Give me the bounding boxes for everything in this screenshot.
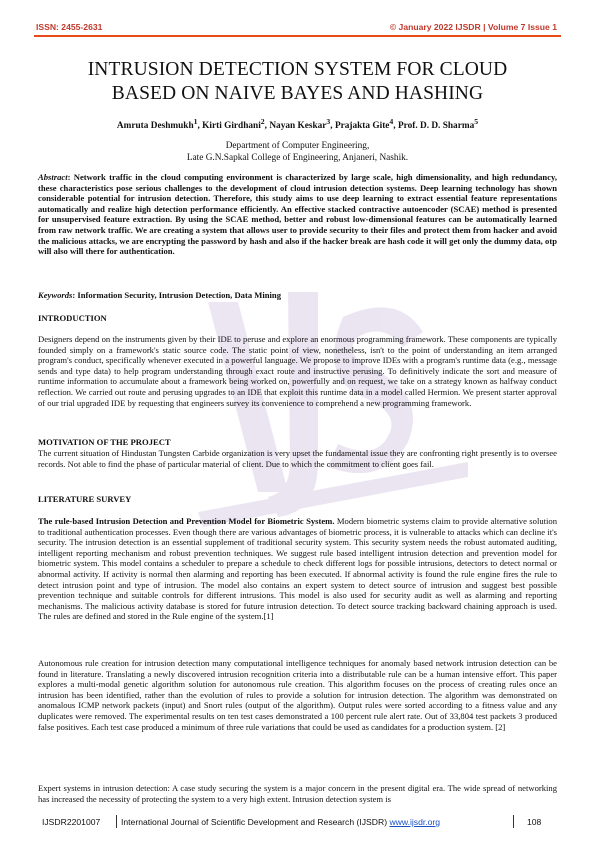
literature-paragraph-3: Expert systems in intrusion detection: A case study securing the system is a major concern in the present digital era. The wide spread of networking has increased the necessity of protecting the system to a very high extent. Intrusion detection system is — [38, 783, 557, 804]
keywords-label: Keywords — [38, 290, 73, 300]
running-footer — [36, 817, 559, 829]
literature-survey-heading: LITERATURE SURVEY — [38, 494, 132, 504]
author-4: Prajakta Gite — [334, 121, 390, 132]
literature-paragraph-1 — [38, 516, 557, 622]
literature-paragraph-2: Autonomous rule creation for intrusion detection many computational intelligence techniques for anomaly based network intrusion detection can be found in literature. Translating a newly discovered intrusion recognition criteria into a distributable rule can be a human intensive effort. This paper explores a multi-modal genetic algorithm solution for autonomous rule creation. This algorithm focuses on the process of creating rules once an intrusion has been identified, rather than the evolution of rules to provide a solution for intrusion detection. The algorithm was demonstrated on anomalous ICMP network packets (input) and Snort rules (output of the algorithm). Output rules were sorted according to a fitness value and any duplicates were removed. The experimental results on ten test cases demonstrated a 100 percent rule alert rate. Out of 33,804 test packets 3 produced false positives. Each test case produced a minimum of three rule variations that could be used as candidates for a production system. [2] — [38, 658, 557, 732]
author-1: Amruta Deshmukh — [116, 121, 194, 132]
author-4-mark: 4 — [389, 117, 394, 126]
footer-journal — [121, 817, 440, 827]
abstract — [38, 172, 557, 257]
paper-title — [40, 58, 555, 106]
introduction-paragraph: Designers depend on the instruments given by their IDE to peruse and explore an enormous programming framework. These components are typically founded simply on a framework's static source code. The static point of view, nonetheless, isn't to the point of understanding an item arranged program's conduct, specifically whenever executed in a powerful language. We propose to improve IDEs with a program's runtime data (e.g., message sends and type data) to help program understanding through exact route and instructive perusing. To definitively indicate the sort and measure of runtime information to accumulate about a framework being worked on, powerfully and on request, we take on a strategy known as halfway conduct reflection. We carried out route and perusing upgrades to an IDE that exploit this runtime data in a model called Hermion. We present starter approval of our trial upgraded IDE by requesting that engineers survey its convenience to comprehend a new programming framework. — [38, 334, 557, 408]
motivation-heading: MOTIVATION OF THE PROJECT — [38, 437, 171, 447]
author-5-mark: 5 — [474, 117, 479, 126]
footer-separator — [513, 815, 514, 828]
author-2: Kirti Girdhani — [202, 121, 261, 132]
footer-page-number: 108 — [527, 817, 542, 827]
keywords-text: : Information Security, Intrusion Detection, Data Mining — [72, 290, 282, 300]
author-3-mark: 3 — [326, 117, 331, 126]
motivation-paragraph: The current situation of Hindustan Tungsten Carbide organization is very upset the fundamental issue they are confronting right presently is to oversee records. Not able to find the phase of particular material of client. Due to which the commitment to client goes fail. — [38, 448, 557, 469]
literature-paragraph-1-text: Modern biometric systems claim to provide alternative solution to traditional authentication processes. Even though there are various advantages of biometric process, it is vulnerable to attacks which can decline it's security. The intrusion detection is an essential supplement of traditional security system. This security system needs the robust automated auditing, intelligent reporting mechanism and robust prevention techniques. We suggest rule based intelligent intrusion detection and prevention model for biometric system. This model contains a scheduler to prepare a schedule to check different logs for possible intrusions, detectors to detect normal or abnormal activity. If activity is normal then alarming and reporting has been executed. If abnormal activity is found the rule engine fires the rule to detect intrusion point and type of intrusion. The model also contains an expert system to detect source of intrusion and suggest best possible prevention technique and suitable controls for different intrusions. This model is also used for security audit as well as alarming and reporting mechanisms. The malicious activity database is stored for future intrusion detection. To detect source tracking backward chaining approach is used. The rules are defined and stored in the Rule engine of the system.[1] — [38, 516, 558, 622]
footer-journal-name: International Journal of Scientific Development and Research (IJSDR) — [121, 817, 390, 827]
title-line-1: INTRUSION DETECTION SYSTEM FOR CLOUD — [87, 59, 508, 80]
author-list: Amruta Deshmukh$^1$, Kirti Girdhani$^2$, Nayan Keskar$^3$, Prajakta Gite$^4$, Prof. D. D. Sharma$^5$ — [116, 117, 479, 132]
title-line-2: BASED ON NAIVE BAYES AND HASHING — [111, 83, 484, 104]
keywords — [38, 290, 557, 301]
footer-journal-link[interactable]: www.ijsdr.org — [389, 817, 441, 827]
author-2-mark: 2 — [260, 117, 265, 126]
author-1-mark: 1 — [193, 117, 198, 126]
header-rule — [34, 35, 561, 37]
author-5: Prof. D. D. Sharma — [397, 121, 475, 132]
footer-paper-id: IJSDR2201007 — [42, 817, 101, 827]
literature-subheading: The rule-based Intrusion Detection and Prevention Model for Biometric System. — [38, 516, 335, 526]
issue-label: © January 2022 IJSDR | Volume 7 Issue 1 — [389, 22, 557, 32]
running-header — [36, 22, 557, 34]
issn-label: ISSN: 2455-2631 — [36, 22, 103, 32]
abstract-label: Abstract — [38, 172, 68, 182]
abstract-text: : Network traffic in the cloud computing environment is characterized by large scale, high dimensionality, and high redundancy, these characteristics pose serious challenges to the development of cloud intrusion detection systems. Deep learning technology has shown considerable potential for intrusion detection. Therefore, this study aims to use deep learning to extract essential feature representations automatically and realize high detection performance efficiently. An effective stacked contractive autoencoder (SCAE) method is presented for unsupervised feature extraction. By using the SCAE method, better and robust low-dimensional features can be automatically learned from raw network traffic. We are creating a system that allows user to provide security to their files and protect them from hacker and avoid the malicious attacks, we are encrypting the password by hash and also if the hacker break are hash code it will get only the dummy data, otp will also will there for authentication. — [38, 172, 557, 257]
affiliation-department: Department of Computer Engineering, — [225, 141, 370, 151]
affiliation — [40, 140, 555, 164]
introduction-heading: INTRODUCTION — [38, 313, 107, 323]
footer-separator — [116, 815, 117, 828]
author-3: Nayan Keskar — [269, 121, 327, 132]
affiliation-college: Late G.N.Sapkal College of Engineering, Anjaneri, Nashik. — [186, 153, 409, 163]
